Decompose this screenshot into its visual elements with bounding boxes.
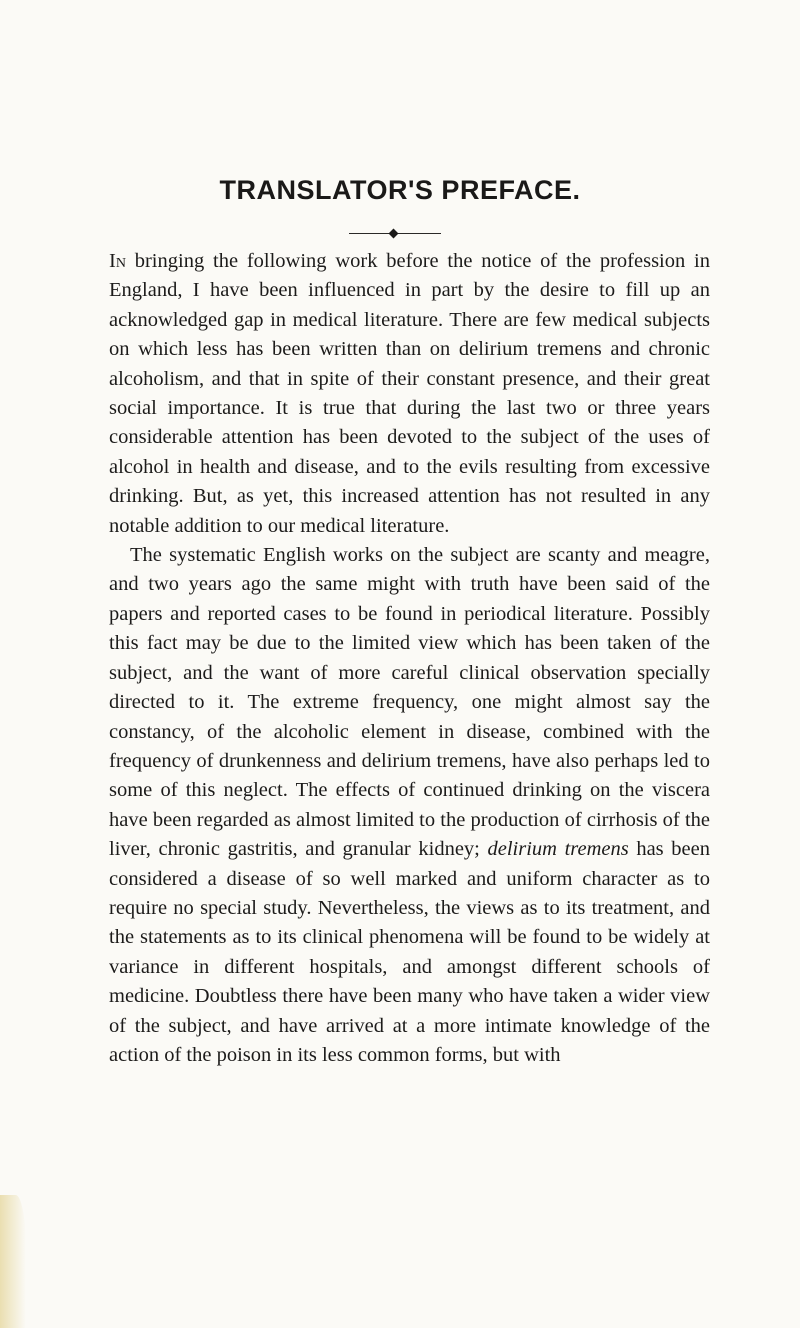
diamond-icon [389, 229, 399, 239]
paragraph-2-italic: delirium tremens [487, 838, 629, 861]
paragraph-1-text: bringing the following work before the notice of the profession in England, I have been influenced in part by the desire to fill up an acknowledged gap in medical literature. There are few medical subjects on which less has been written than on delirium tremens and chronic alcoholism, and that in spite of their constant presence, and their great social importance. It is true that during the last two or three years considerable attention has been devoted to the subject of the uses of alcohol in health and disease, and to the evils resulting from excessive drinking. But, as yet, this increased attention has not resulted in any notable addition to our medical literature. [109, 250, 710, 537]
paragraph-2-text-b: has been considered a disease of so well marked and uniform character as to require no special study. Nevertheless, the views as to its treatment, and the statements as to its clinical phenomena will be found to be widely at variance in different hospitals, and amongst different schools of medicine. Doubtless there have been many who have taken a wider view of the subject, and have arrived at a more intimate knowledge of the action of the poison in its less common forms, but with [109, 838, 710, 1066]
paragraph-2-text-a: The systematic English works on the subject are scanty and meagre, and two years ago the same might with truth have been said of the papers and reported cases to be found in periodical literature. Possibly this fact may be due to the limited view which has been taken of the subject, and the want of more careful clinical observation specially directed to it. The extreme frequency, one might almost say the constancy, of the alcoholic element in disease, combined with the frequency of drunkenness and delirium tremens, have also perhaps led to some of this neglect. The effects of continued drinking on the viscera have been regarded as almost limited to the production of cirrhosis of the liver, chronic gastritis, and granular kidney; [109, 544, 710, 861]
preface-body [109, 247, 710, 1070]
drop-lead-word: In [109, 250, 126, 272]
page-edge-stain [0, 1195, 26, 1328]
paragraph-2 [109, 541, 710, 1070]
page-title: TRANSLATOR'S PREFACE. [219, 175, 581, 205]
paragraph-1 [109, 247, 710, 541]
